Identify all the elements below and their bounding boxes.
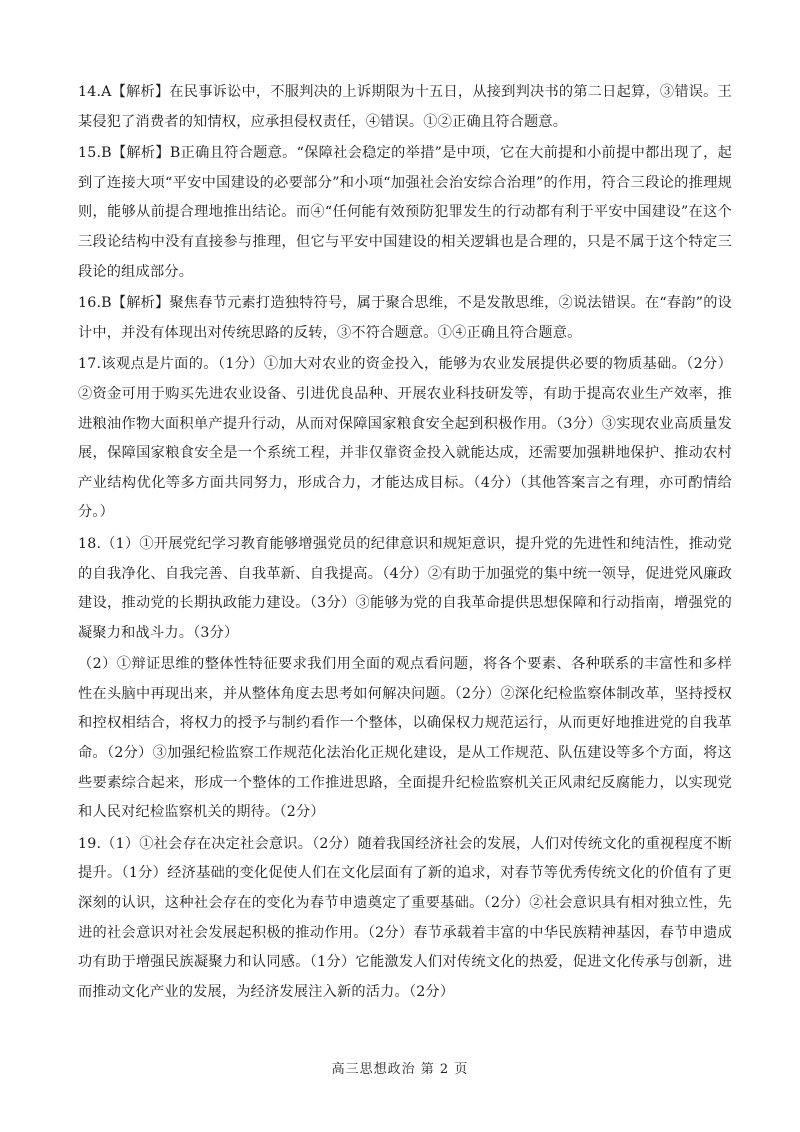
page-footer: 高三思想政治 第 2 页 xyxy=(331,1062,469,1077)
answer-content xyxy=(78,78,732,1009)
answer-17: 17.该观点是片面的。（1分）①加大对农业的资金投入，能够为农业发展提供必要的物质基础。（2分）②资金可用于购买先进农业设备、引进优良品种、开展农业科技研发等，有助于提高农业生产效率，推进粮油作物大面积单产提升行动，从而对保障国家粮食安全起到积极作用。（3分）③实现农业高质量发展，保障国家粮食安全是一个系统工程，并非仅靠资金投入就能达成，还需要加强耕地保护、推动农村产业结构优化等多方面共同努力，形成合力，才能达成目标。（4分）（其他答案言之有理，亦可酌情给分。） xyxy=(78,356,732,521)
answer-16: 16.B【解析】聚焦春节元素打造独特符号，属于聚合思维，不是发散思维，②说法错误。在“春韵”的设计中，并没有体现出对传统思路的反转，③不符合题意。①④正确且符合题意。 xyxy=(78,295,732,341)
answer-18-part-1: 18.（1）①开展党纪学习教育能够增强党员的纪律意识和规矩意识，提升党的先进性和纯洁性，推动党的自我净化、自我完善、自我革新、自我提高。（4分）②有助于加强党的集中统一领导，促进党风廉政建设，推动党的长期执政能力建设。（3分）③能够为党的自我革命提供思想保障和行动指南，增强党的凝聚力和战斗力。（3分） xyxy=(78,535,732,641)
answer-14: 14.A【解析】在民事诉讼中，不服判决的上诉期限为十五日，从接到判决书的第二日起算，③错误。王某侵犯了消费者的知情权，应承担侵权责任，④错误。①②正确且符合题意。 xyxy=(78,84,732,130)
answer-15: 15.B【解析】B正确且符合题意。“保障社会稳定的举措”是中项，它在大前提和小前提中都出现了，起到了连接大项“平安中国建设的必要部分”和小项“加强社会治安综合治理”的作用，符合三段论的推理规则，能够从前提合理地推出结论。而④“任何能有效预防犯罪发生的行动都有利于平安中国建设”在这个三段论结构中没有直接参与推理，但它与平安中国建设的相关逻辑也是合理的，只是不属于这个特定三段论的组成部分。 xyxy=(78,145,732,280)
answer-18-part-2: （2）①辩证思维的整体性特征要求我们用全面的观点看问题，将各个要素、各种联系的丰富性和多样性在头脑中再现出来，并从整体角度去思考如何解决问题。（2分）②深化纪检监察体制改革，坚持授权和控权相结合，将权力的授予与制约看作一个整体，以确保权力规范运行，从而更好地推进党的自我革命。（2分）③加强纪检监察工作规范化法治化正规化建设，是从工作规范、队伍建设等多个方面，将这些要素综合起来，形成一个整体的工作推进思路，全面提升纪检监察机关正风肃纪反腐能力，以实现党和人民对纪检监察机关的期待。（2分） xyxy=(78,656,732,821)
answer-19-part-1: 19.（1）①社会存在决定社会意识。（2分）随着我国经济社会的发展，人们对传统文化的重视程度不断提升。（1分）经济基础的变化促使人们在文化层面有了新的追求，对春节等优秀传统文化的价值有了更深刻的认识，这种社会存在的变化为春节申遗奠定了重要基础。（2分）②社会意识具有相对独立性，先进的社会意识对社会发展起积极的推动作用。（2分）春节承载着丰富的中华民族精神基因，春节申遗成功有助于增强民族凝聚力和认同感。（1分）它能激发人们对传统文化的热爱，促进文化传承与创新，进而推动文化产业的发展，为经济发展注入新的活力。（2分） xyxy=(78,835,732,1000)
